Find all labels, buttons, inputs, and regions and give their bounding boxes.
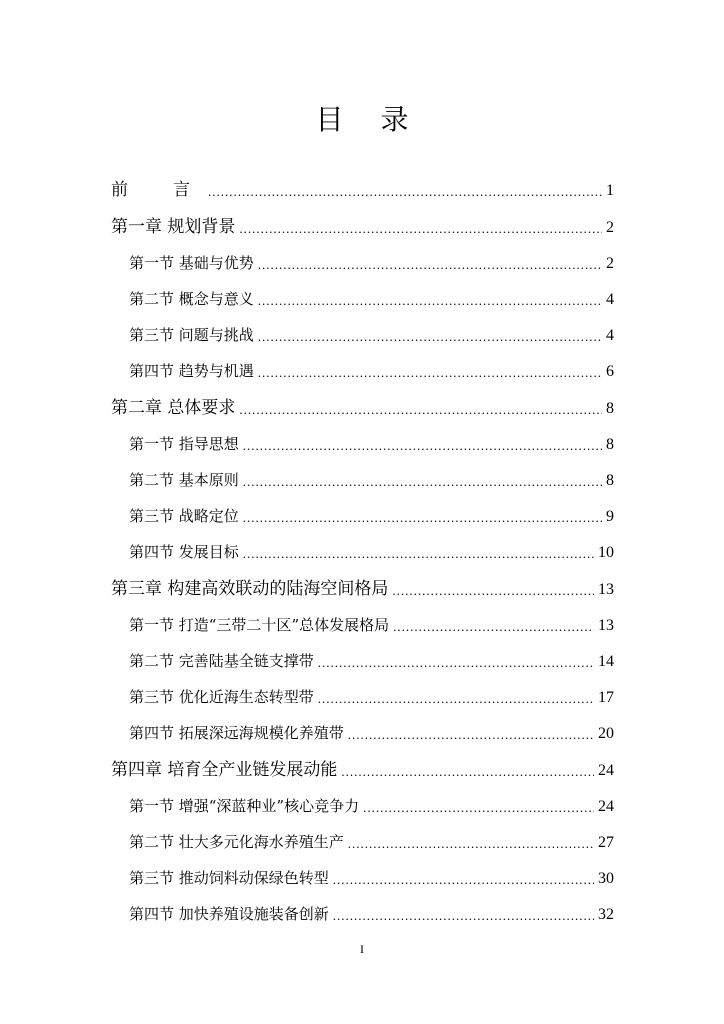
toc-entry[interactable] bbox=[111, 163, 614, 200]
toc-entry-label: 第二节 壮大多元化海水养殖生产 bbox=[129, 833, 344, 851]
toc-entry-page: 8 bbox=[606, 472, 614, 489]
leader-dots bbox=[258, 329, 602, 345]
leader-dots bbox=[239, 402, 602, 418]
toc-entry-page: 4 bbox=[606, 291, 614, 308]
leader-dots bbox=[333, 872, 594, 888]
leader-dots bbox=[348, 836, 594, 852]
leader-dots bbox=[363, 800, 594, 816]
toc-entry-label: 第一节 打造“三带二十区”总体发展格局 bbox=[129, 616, 390, 634]
toc-entry-page: 20 bbox=[598, 725, 614, 742]
toc-entry[interactable] bbox=[111, 526, 614, 562]
toc-entry[interactable] bbox=[111, 273, 614, 309]
toc-entry-label: 第四节 发展目标 bbox=[129, 543, 239, 561]
toc-entry-page: 1 bbox=[606, 182, 614, 199]
toc-entry[interactable] bbox=[111, 707, 614, 743]
toc-entry-page: 24 bbox=[598, 762, 614, 779]
toc-entry-page: 9 bbox=[606, 508, 614, 525]
toc-entry-label: 第二节 完善陆基全链支撑带 bbox=[129, 652, 314, 670]
toc-entry-label: 第四节 拓展深远海规模化养殖带 bbox=[129, 724, 344, 742]
toc-entry-page: 13 bbox=[598, 617, 614, 634]
toc-entry-page: 32 bbox=[598, 906, 614, 923]
toc-entry-label: 第一节 增强“深蓝种业”核心竞争力 bbox=[129, 797, 360, 815]
toc-entry[interactable] bbox=[111, 381, 614, 418]
leader-dots bbox=[393, 619, 594, 635]
leader-dots bbox=[258, 365, 602, 381]
toc-entry-label: 第一节 基础与优势 bbox=[129, 254, 254, 272]
table-of-contents bbox=[111, 163, 614, 924]
toc-entry-label: 第四章 培育全产业链发展动能 bbox=[111, 760, 338, 780]
toc-entry[interactable] bbox=[111, 490, 614, 526]
toc-entry-label: 第一节 指导思想 bbox=[129, 435, 239, 453]
toc-entry-page: 10 bbox=[598, 544, 614, 561]
leader-dots bbox=[243, 510, 602, 526]
toc-entry[interactable] bbox=[111, 599, 614, 635]
toc-entry-page: 8 bbox=[606, 436, 614, 453]
toc-entry-page: 17 bbox=[598, 689, 614, 706]
toc-entry[interactable] bbox=[111, 743, 614, 780]
toc-entry[interactable] bbox=[111, 309, 614, 345]
toc-entry-label: 第二章 总体要求 bbox=[111, 398, 236, 418]
toc-entry[interactable] bbox=[111, 237, 614, 273]
toc-entry-label: 第二节 基本原则 bbox=[129, 471, 239, 489]
toc-title: 目 录 bbox=[315, 103, 423, 136]
leader-dots bbox=[243, 438, 602, 454]
toc-entry[interactable] bbox=[111, 454, 614, 490]
toc-entry-page: 6 bbox=[606, 363, 614, 380]
toc-entry-label: 第三节 战略定位 bbox=[129, 507, 239, 525]
toc-entry-label: 第一章 规划背景 bbox=[111, 217, 236, 237]
toc-entry[interactable] bbox=[111, 200, 614, 237]
leader-dots bbox=[318, 691, 594, 707]
toc-entry-label: 第三章 构建高效联动的陆海空间格局 bbox=[111, 579, 389, 599]
leader-dots bbox=[341, 764, 594, 780]
toc-entry[interactable] bbox=[111, 780, 614, 816]
leader-dots bbox=[258, 257, 602, 273]
toc-entry-page: 8 bbox=[606, 400, 614, 417]
leader-dots bbox=[258, 293, 602, 309]
leader-dots bbox=[348, 727, 594, 743]
toc-entry-label: 第三节 问题与挑战 bbox=[129, 326, 254, 344]
toc-entry[interactable] bbox=[111, 816, 614, 852]
leader-dots bbox=[333, 908, 594, 924]
toc-entry[interactable] bbox=[111, 671, 614, 707]
toc-entry[interactable] bbox=[111, 852, 614, 888]
leader-dots bbox=[208, 184, 602, 200]
leader-dots bbox=[392, 583, 594, 599]
toc-entry-page: 2 bbox=[606, 219, 614, 236]
leader-dots bbox=[243, 474, 602, 490]
toc-entry-page: 2 bbox=[606, 255, 614, 272]
toc-entry[interactable] bbox=[111, 418, 614, 454]
leader-dots bbox=[239, 221, 602, 237]
toc-entry-page: 14 bbox=[598, 653, 614, 670]
toc-entry[interactable] bbox=[111, 635, 614, 671]
toc-entry-page: 27 bbox=[598, 834, 614, 851]
toc-entry-label: 第四节 趋势与机遇 bbox=[129, 362, 254, 380]
toc-entry-label: 第三节 优化近海生态转型带 bbox=[129, 688, 314, 706]
toc-entry[interactable] bbox=[111, 562, 614, 599]
toc-entry-label: 前 言 bbox=[111, 180, 204, 200]
leader-dots bbox=[318, 655, 594, 671]
page-number-footer: I bbox=[360, 942, 364, 956]
toc-entry-page: 24 bbox=[598, 798, 614, 815]
toc-entry-label: 第四节 加快养殖设施装备创新 bbox=[129, 905, 329, 923]
toc-entry-page: 30 bbox=[598, 870, 614, 887]
toc-entry-label: 第二节 概念与意义 bbox=[129, 290, 254, 308]
toc-entry[interactable] bbox=[111, 888, 614, 924]
toc-entry[interactable] bbox=[111, 345, 614, 381]
toc-entry-label: 第三节 推动饲料动保绿色转型 bbox=[129, 869, 329, 887]
toc-entry-page: 4 bbox=[606, 327, 614, 344]
toc-entry-page: 13 bbox=[598, 581, 614, 598]
leader-dots bbox=[243, 546, 594, 562]
